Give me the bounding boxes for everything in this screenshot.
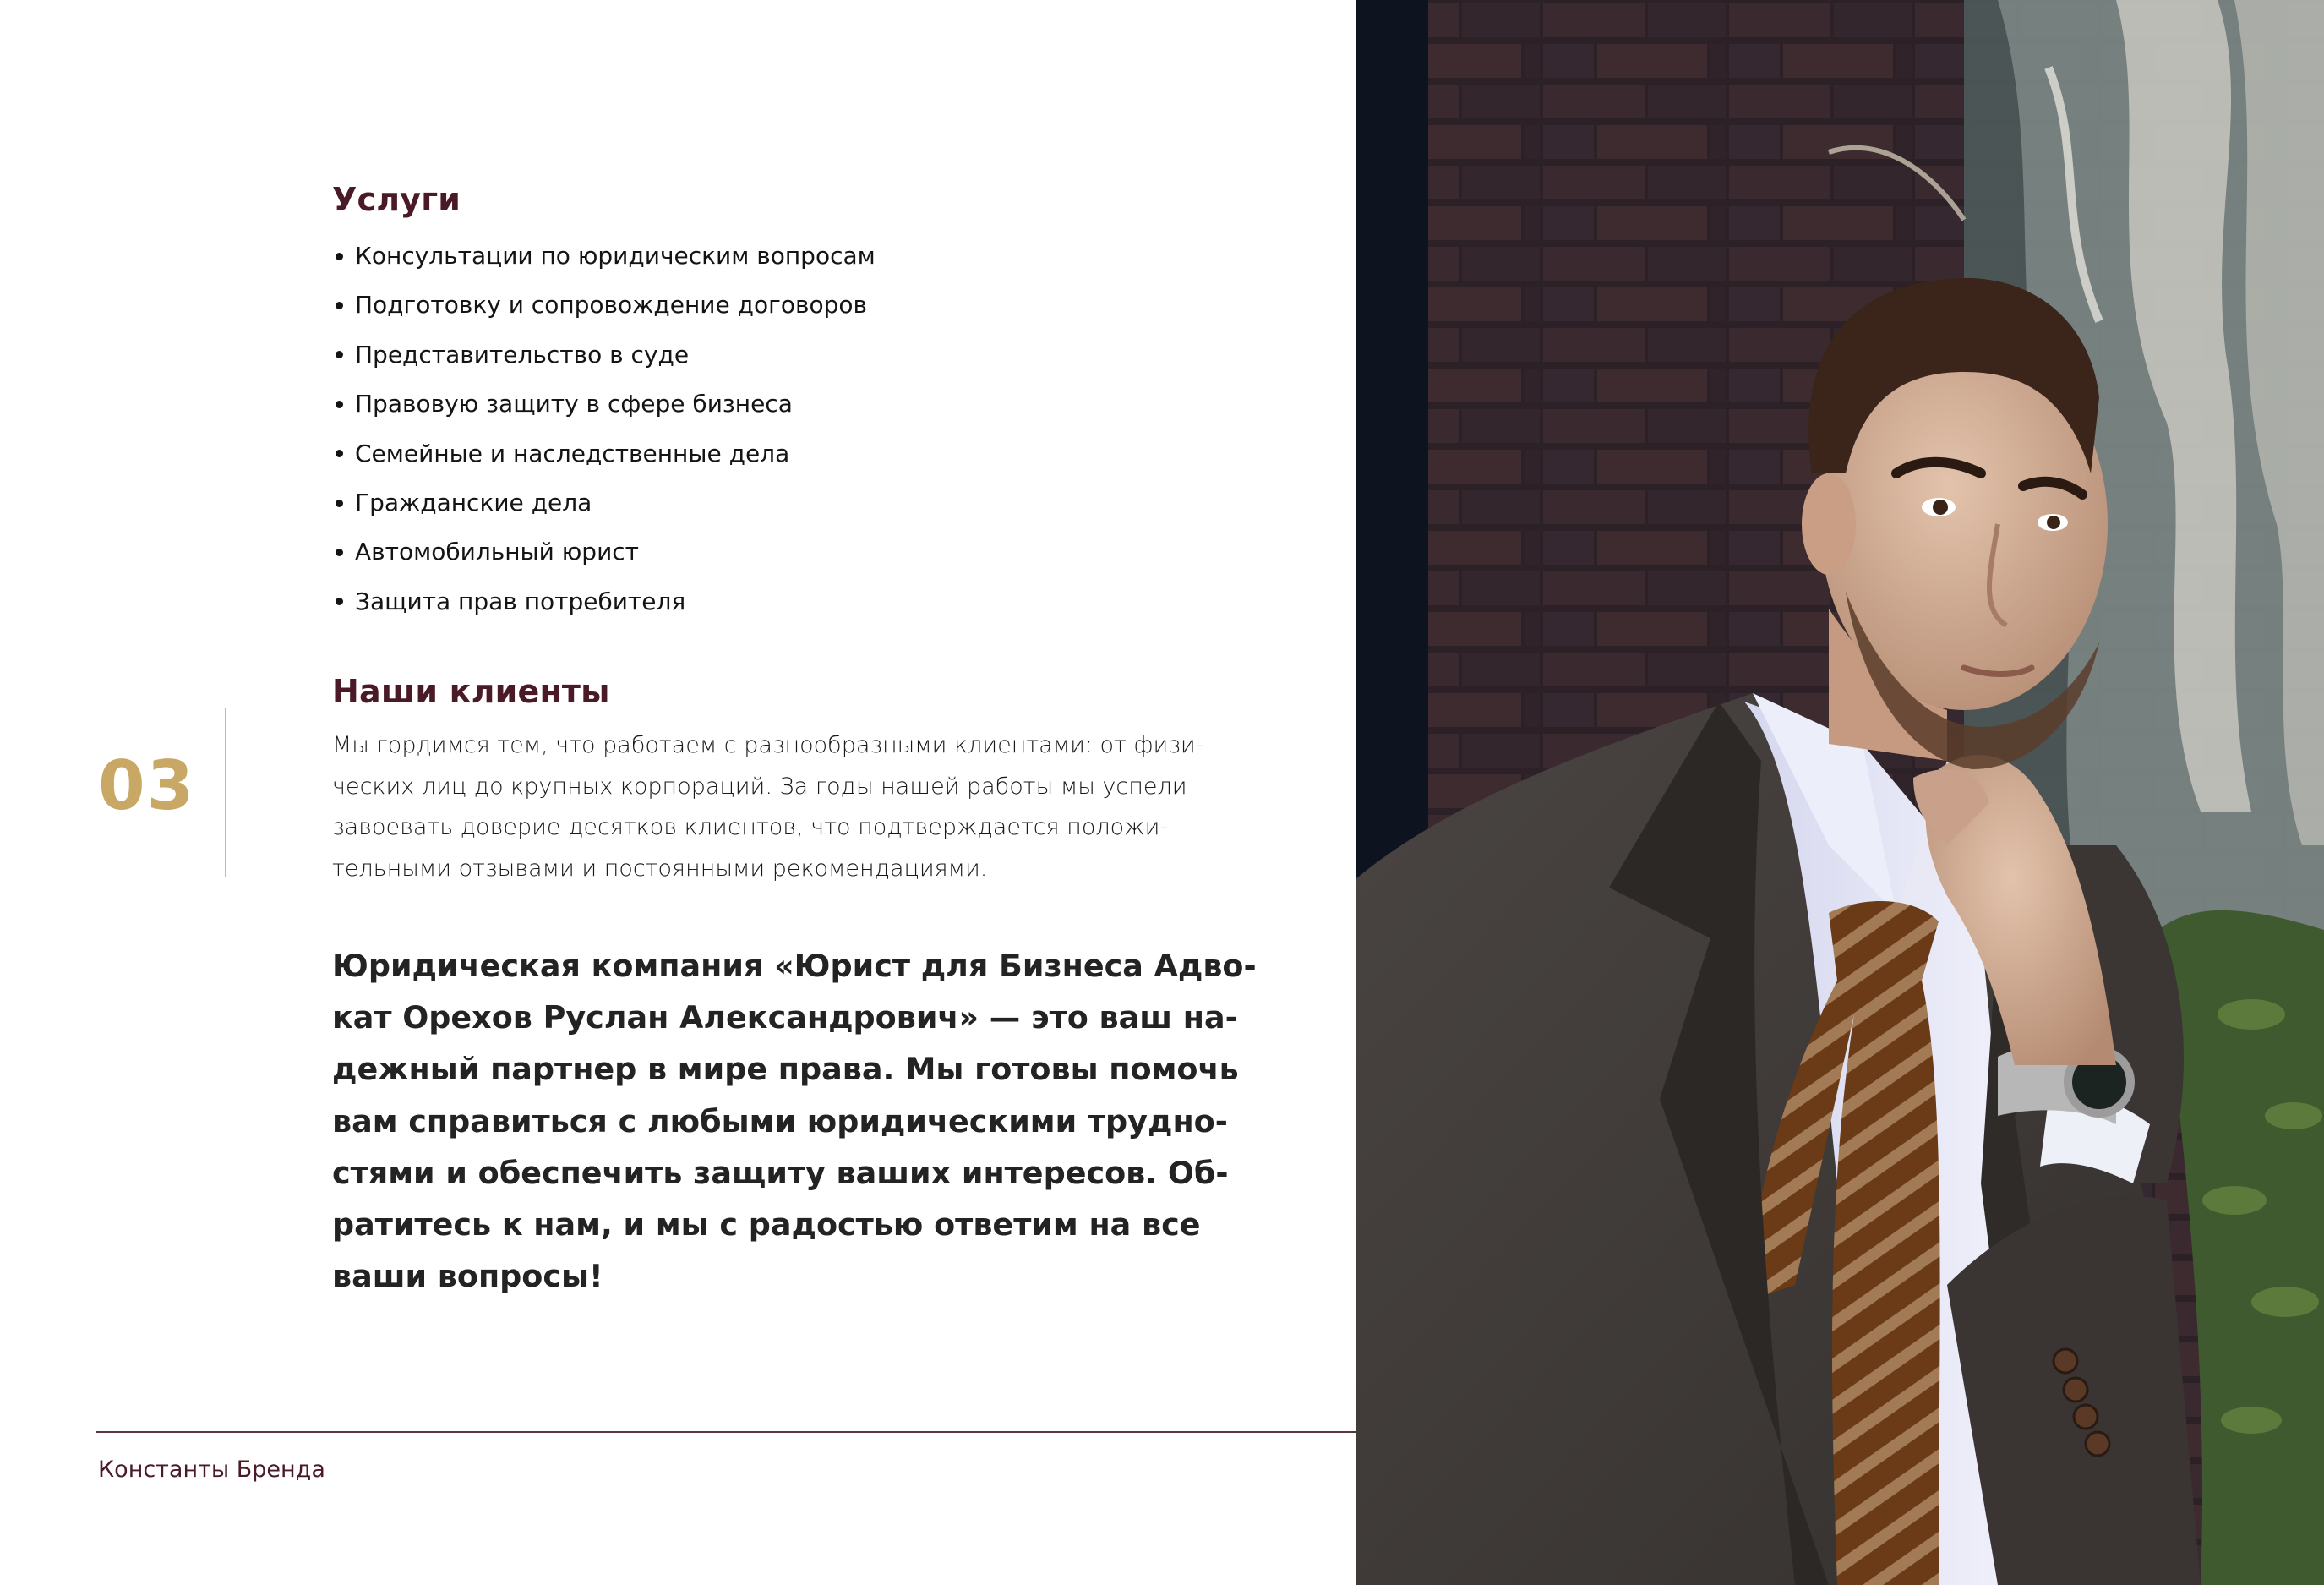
service-label: Автомобильный юрист bbox=[355, 538, 639, 566]
service-label: Защита прав потребителя bbox=[355, 587, 686, 615]
services-heading: Услуги bbox=[332, 181, 461, 218]
list-item bbox=[332, 331, 876, 380]
bullet-icon bbox=[336, 302, 343, 309]
service-label: Семейные и наследственные дела bbox=[355, 439, 790, 467]
list-item bbox=[332, 478, 876, 527]
service-label: Гражданские дела bbox=[355, 488, 592, 516]
list-item bbox=[332, 429, 876, 478]
statement-line: дежный партнер в мире права. Мы готовы помочь bbox=[332, 1051, 1239, 1088]
paragraph-line: ческих лиц до крупных корпораций. За годы нашей работы мы успели bbox=[332, 773, 1187, 800]
page-number: 03 bbox=[98, 746, 196, 825]
statement-line: кат Орехов Руслан Александрович» — это ваш на- bbox=[332, 999, 1238, 1036]
list-item bbox=[332, 380, 876, 429]
footer-divider bbox=[96, 1431, 1356, 1433]
services-list bbox=[332, 232, 876, 626]
statement-line: ваши вопросы! bbox=[332, 1258, 603, 1295]
statement-line: ратитесь к нам, и мы с радостью ответим на все bbox=[332, 1206, 1201, 1243]
bullet-icon bbox=[336, 500, 343, 507]
paragraph-line: Мы гордимся тем, что работаем с разнообразными клиентами: от физи- bbox=[332, 732, 1204, 758]
portrait-photo bbox=[1356, 0, 2324, 1585]
portrait-illustration bbox=[1356, 0, 2324, 1585]
bullet-icon bbox=[336, 351, 343, 358]
statement-line: стями и обеспечить защиту ваших интересов. Об- bbox=[332, 1154, 1229, 1191]
bullet-icon bbox=[336, 598, 343, 605]
bullet-icon bbox=[336, 450, 343, 457]
list-item bbox=[332, 232, 876, 281]
list-item bbox=[332, 281, 876, 330]
clients-paragraph bbox=[332, 725, 1287, 889]
bullet-icon bbox=[336, 401, 343, 408]
list-item bbox=[332, 527, 876, 577]
page-number-divider bbox=[225, 708, 226, 877]
clients-heading: Наши клиенты bbox=[332, 673, 610, 710]
statement-line: вам справиться с любыми юридическими трудно- bbox=[332, 1102, 1228, 1140]
paragraph-line: завоевать доверие десятков клиентов, что подтверждается положи- bbox=[332, 814, 1169, 840]
statement-line: Юридическая компания «Юрист для Бизнеса Адво- bbox=[332, 948, 1257, 984]
service-label: Подготовку и сопровождение договоров bbox=[355, 291, 867, 320]
service-label: Консультации по юридическим вопросам bbox=[355, 242, 876, 270]
closing-statement bbox=[332, 940, 1296, 1302]
list-item bbox=[332, 577, 876, 626]
service-label: Правовую защиту в сфере бизнеса bbox=[355, 390, 793, 418]
bullet-icon bbox=[336, 549, 343, 556]
paragraph-line: тельными отзывами и постоянными рекомендациями. bbox=[332, 855, 988, 882]
footer-brand-label: Константы Бренда bbox=[98, 1457, 325, 1483]
service-label: Представительство в суде bbox=[355, 340, 690, 369]
bullet-icon bbox=[336, 253, 343, 260]
